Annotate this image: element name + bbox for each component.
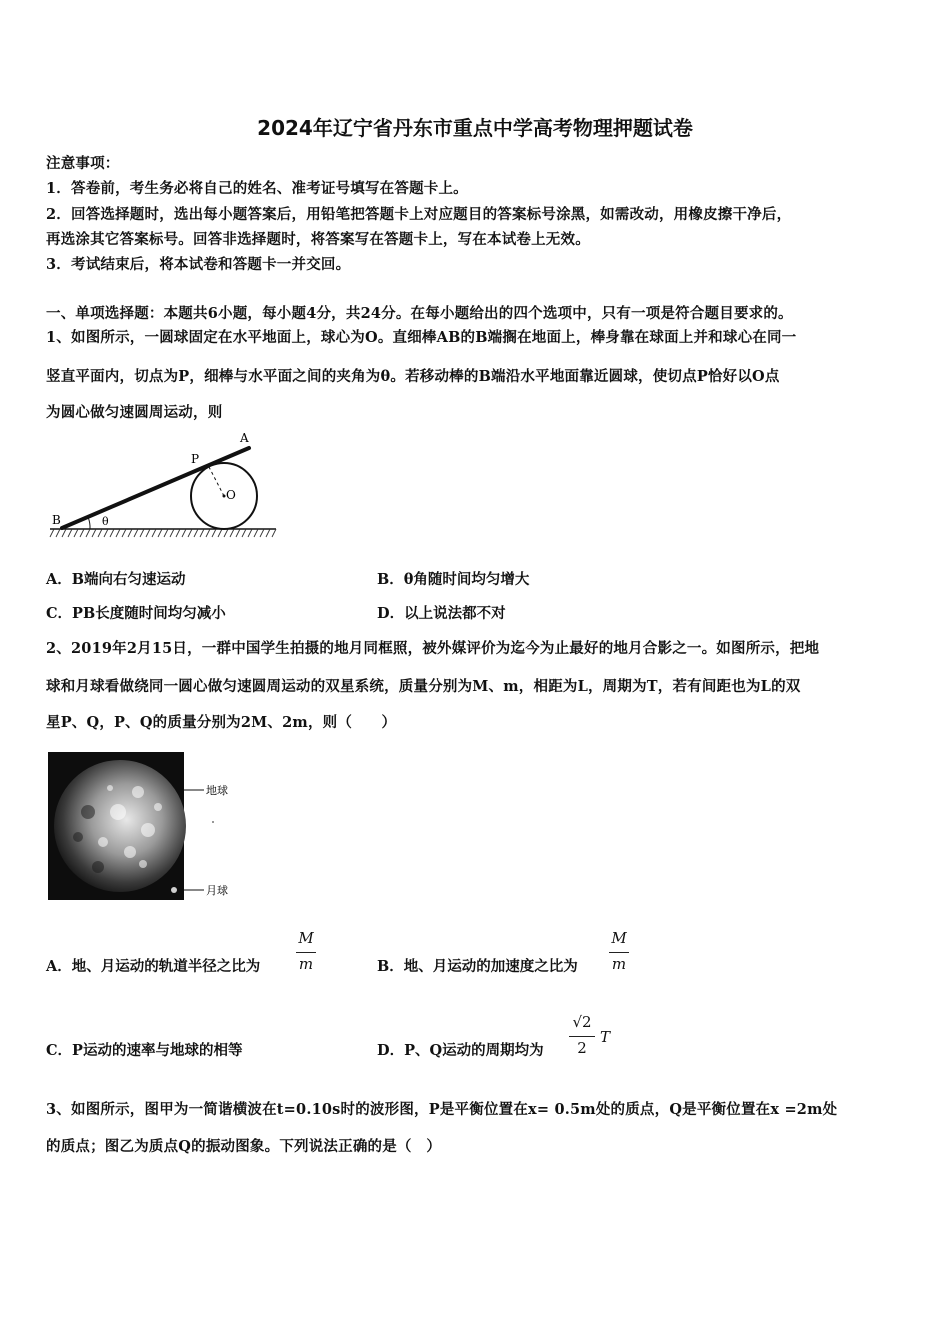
ground-hatching: [50, 529, 276, 537]
q2-a-fraction-bar: [296, 952, 316, 953]
earth-disk: [54, 760, 186, 892]
label-earth: 地球: [206, 784, 228, 797]
question-2-text: 球和月球看做绕同一圆心做匀速圆周运动的双星系统，质量分别为M、m，相距为L，周期为T，若有间距也为L的双: [46, 678, 801, 695]
label-b: B: [52, 513, 61, 527]
question-3-text: 3、如图所示，图甲为一简谐横波在t=0.10s时的波形图，P是平衡位置在x= 0.5m处的质点，Q是平衡位置在x =2m处: [46, 1101, 838, 1118]
label-a: A: [240, 431, 249, 445]
notice-item: 1．答卷前，考生务必将自己的姓名、准考证号填写在答题卡上。: [46, 180, 468, 197]
question-1-text: 竖直平面内，切点为P，细棒与水平面之间的夹角为θ。若移动棒的B端沿水平地面靠近圆球，使切点P恰好以O点: [46, 368, 780, 385]
angle-arc: [88, 517, 90, 529]
question-1-figure: [44, 428, 284, 546]
label-p: P: [191, 452, 200, 466]
earth-moon-photo: [48, 752, 248, 900]
section-heading: 一、单项选择题：本题共6小题，每小题4分，共24分。在每小题给出的四个选项中，只有一项是符合题目要求的。: [46, 305, 793, 322]
rod-ab: [62, 448, 249, 528]
q1-option-a[interactable]: A．B端向右匀速运动: [46, 571, 186, 588]
q2-d-period: T: [599, 1028, 610, 1046]
label-moon: 月球: [206, 884, 228, 897]
label-o: O: [226, 488, 236, 502]
q2-d-denominator: 2: [577, 1039, 587, 1057]
notice-heading: 注意事项：: [46, 155, 120, 172]
question-1-text: 1、如图所示，一圆球固定在水平地面上，球心为O。直细棒AB的B端搁在地面上，棒身靠在球面上并和球心在同一: [46, 329, 797, 346]
q1-option-d[interactable]: D．以上说法都不对: [377, 605, 506, 622]
question-2-text: 星P、Q，P、Q的质量分别为2M、2m，则（ ）: [46, 714, 397, 731]
q2-a-numerator: M: [298, 929, 314, 947]
q2-b-denominator: m: [611, 955, 627, 973]
q2-d-fraction-bar: [569, 1036, 595, 1037]
q2-b-fraction-bar: [609, 952, 629, 953]
q2-b-numerator: M: [611, 929, 627, 947]
question-3-text: 的质点；图乙为质点Q的振动图象。下列说法正确的是（ ）: [46, 1138, 442, 1155]
q2-option-c[interactable]: C．P运动的速率与地球的相等: [46, 1042, 243, 1059]
question-1-text: 为圆心做匀速圆周运动，则: [46, 404, 223, 421]
notice-item: 2．回答选择题时，选出每小题答案后，用铅笔把答题卡上对应题目的答案标号涂黑，如需改动，用橡皮擦干净后，: [46, 206, 792, 223]
q1-option-b[interactable]: B．θ角随时间均匀增大: [377, 571, 530, 588]
notice-item: 再选涂其它答案标号。回答非选择题时，将答案写在答题卡上，写在本试卷上无效。: [46, 231, 590, 248]
radius-op: [209, 467, 224, 496]
notice-item: 3．考试结束后，将本试卷和答题卡一并交回。: [46, 256, 351, 273]
q1-option-c[interactable]: C．PB长度随时间均匀减小: [46, 605, 226, 622]
label-theta: θ: [102, 515, 109, 528]
q2-option-a[interactable]: A．地、月运动的轨道半径之比为: [46, 958, 261, 975]
q2-d-numerator: √2: [572, 1013, 592, 1031]
q2-option-b[interactable]: B．地、月运动的加速度之比为: [377, 958, 578, 975]
page-title: 2024年辽宁省丹东市重点中学高考物理押题试卷: [257, 116, 693, 140]
question-2-text: 2、2019年2月15日，一群中国学生拍摄的地月同框照，被外媒评价为迄今为止最好的地月合影之一。如图所示，把地: [46, 640, 820, 657]
q2-a-denominator: m: [298, 955, 314, 973]
q2-option-d[interactable]: D．P、Q运动的周期均为: [377, 1042, 544, 1059]
moon-dot: [171, 887, 177, 893]
